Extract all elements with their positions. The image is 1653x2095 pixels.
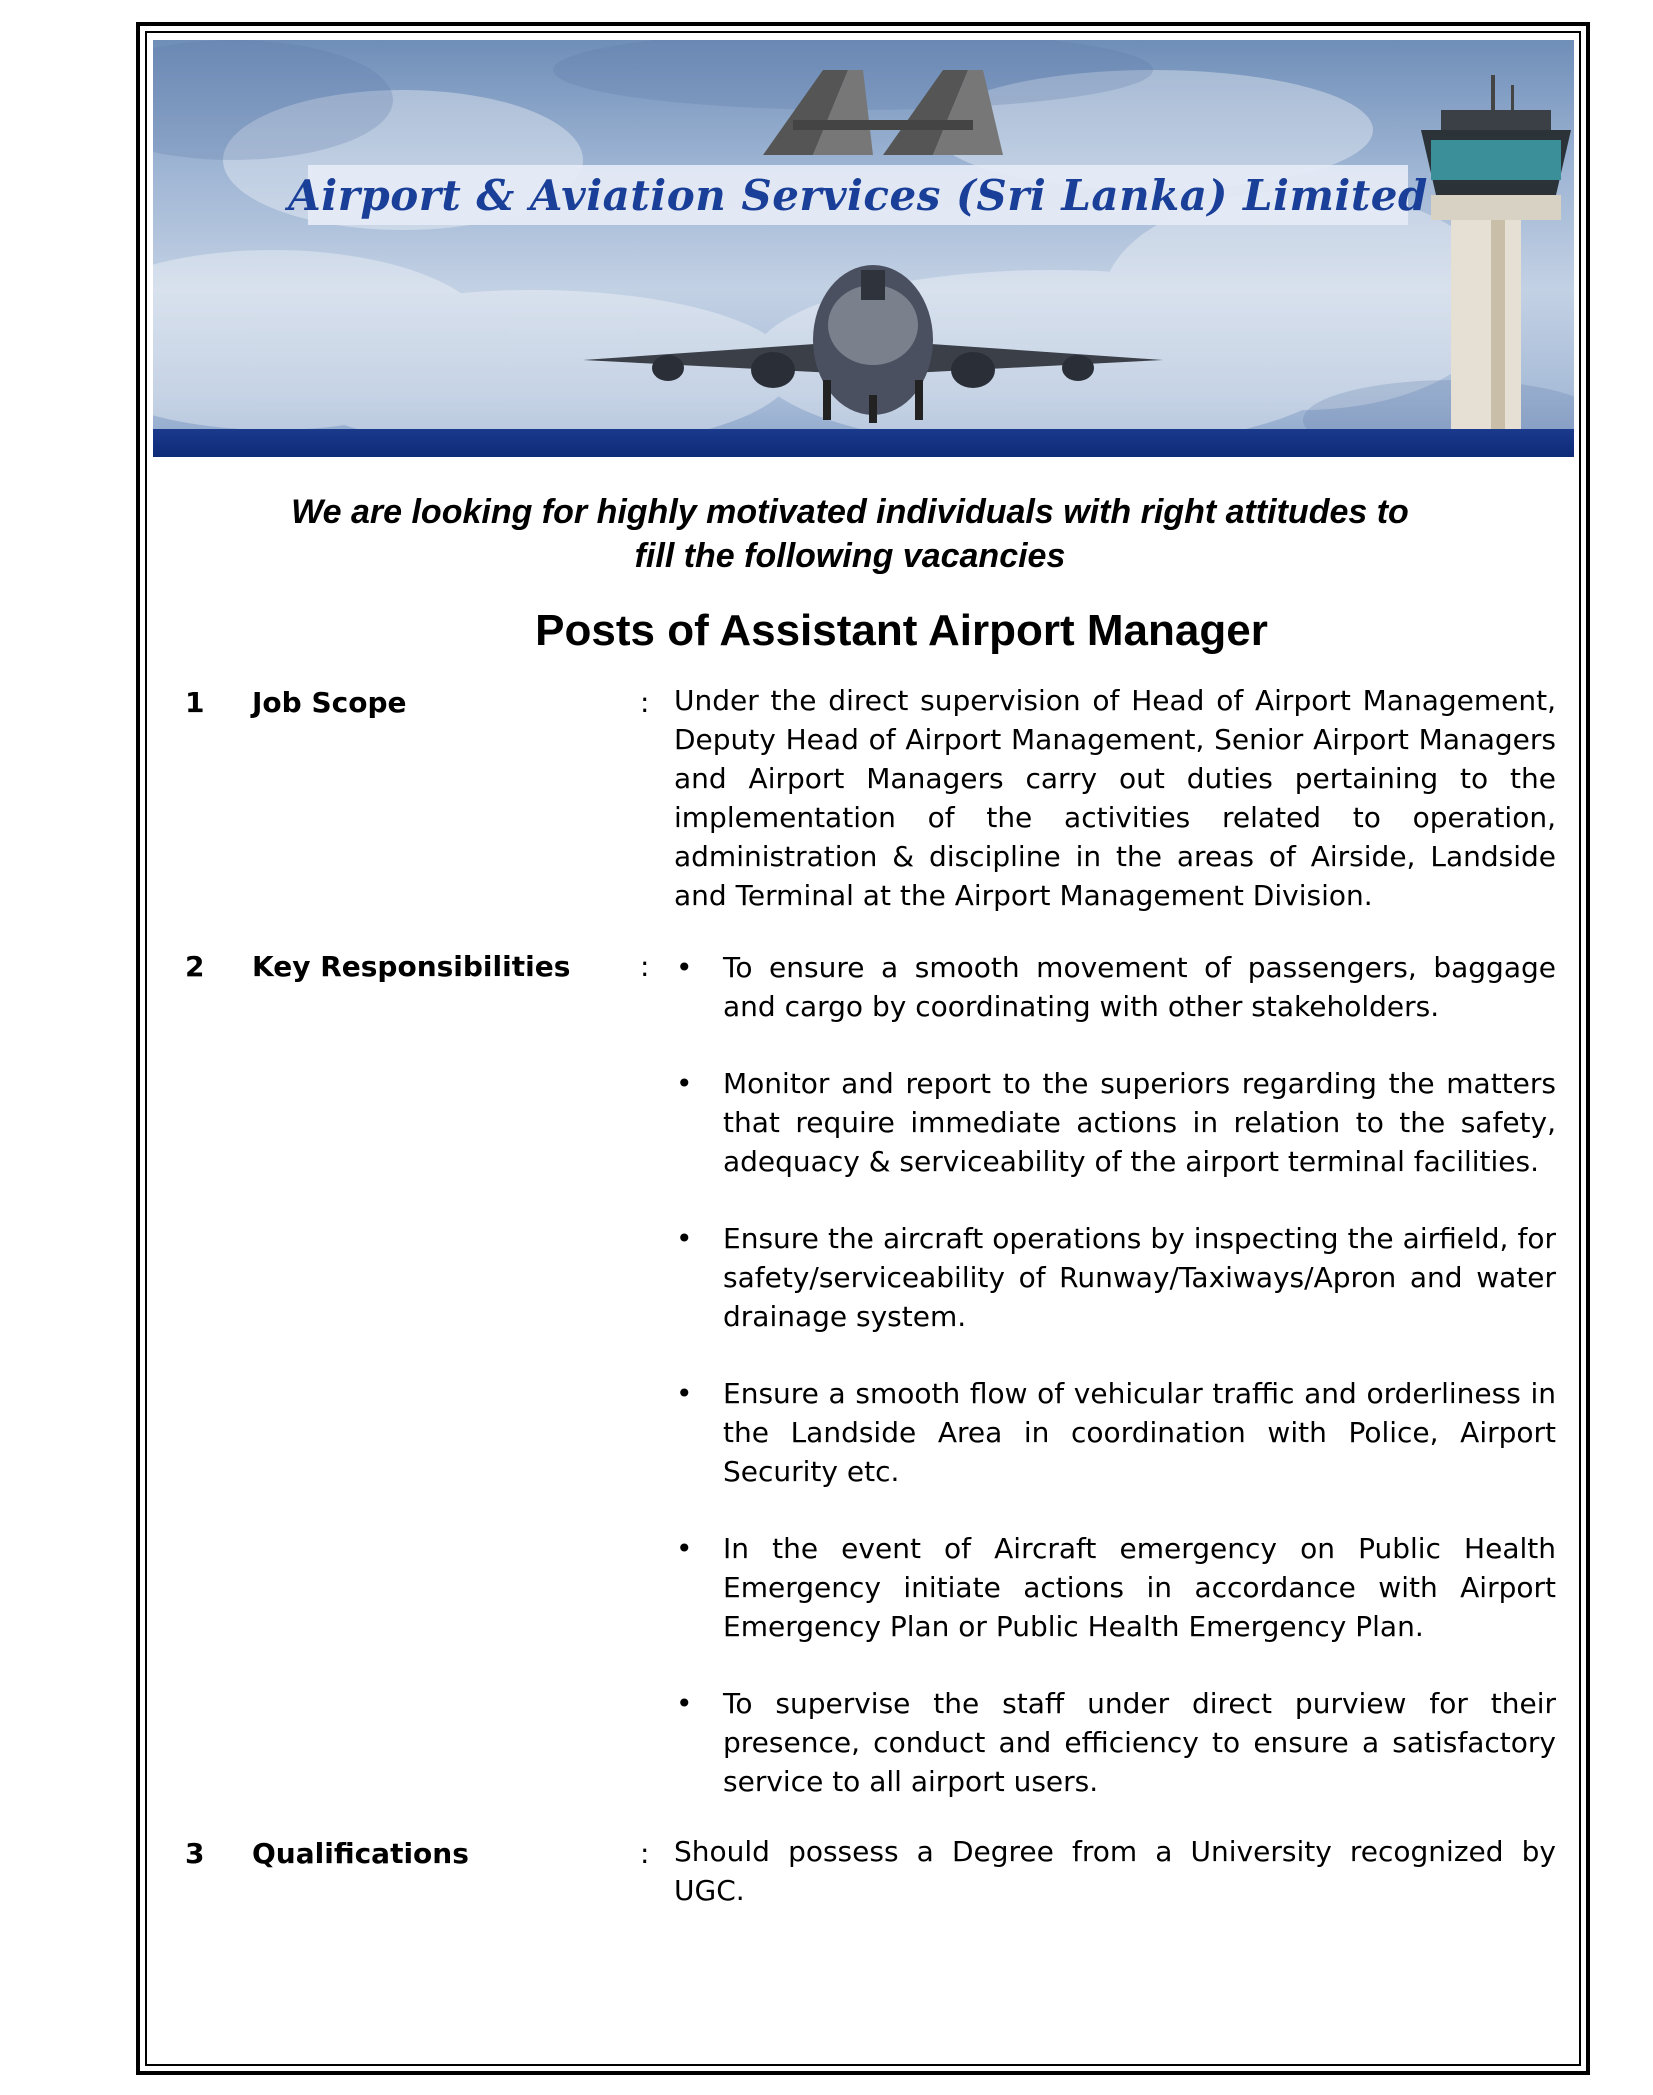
list-item — [674, 1684, 1556, 1801]
responsibilities-list — [674, 948, 1556, 1839]
list-item — [674, 1529, 1556, 1646]
intro-line-2: fill the following vacancies — [634, 537, 1066, 575]
section-number-2: 2 — [185, 950, 205, 983]
banner-blue-strip — [153, 429, 1574, 457]
section-colon-2: : — [640, 950, 650, 983]
intro-line-1: We are looking for highly motivated individuals with right attitudes to — [291, 493, 1409, 531]
section-label-qualifications: Qualifications — [252, 1837, 469, 1870]
list-item — [674, 1064, 1556, 1181]
list-item — [674, 1374, 1556, 1491]
company-name: Airport & Aviation Services (Sri Lanka) Limited — [288, 170, 1428, 220]
header-banner — [153, 40, 1574, 457]
bullet-icon: • — [676, 1222, 693, 1255]
section-colon-1: : — [640, 686, 650, 719]
responsibility-text: To ensure a smooth movement of passengers, baggage and cargo by coordinating with other stakeholders. — [723, 951, 1556, 1023]
bullet-icon: • — [676, 1067, 693, 1100]
post-title: Posts of Assistant Airport Manager — [535, 606, 1268, 655]
section-number-1: 1 — [185, 686, 205, 719]
list-item — [674, 948, 1556, 1026]
company-name-box — [288, 165, 1428, 225]
responsibility-text: Ensure a smooth flow of vehicular traffic and orderliness in the Landside Area in coordination with Police, Airport Security etc. — [723, 1377, 1556, 1488]
section-number-3: 3 — [185, 1837, 205, 1870]
intro-text — [200, 490, 1500, 578]
responsibility-text: Ensure the aircraft operations by inspecting the airfield, for safety/serviceability of Runway/Taxiways/Apron and water drainage system. — [723, 1222, 1556, 1333]
section-colon-3: : — [640, 1837, 650, 1870]
bullet-icon: • — [676, 1377, 693, 1410]
aa-logo-icon — [753, 60, 1013, 160]
bullet-icon: • — [676, 1687, 693, 1720]
responsibility-text: Monitor and report to the superiors regarding the matters that require immediate actions in relation to the safety, adequacy & serviceability of the airport terminal facilities. — [723, 1067, 1556, 1178]
control-tower-icon — [1411, 70, 1574, 440]
airplane-icon — [573, 230, 1173, 430]
responsibility-text: In the event of Aircraft emergency on Public Health Emergency initiate actions in accordance with Airport Emergency Plan or Public Health Emergency Plan. — [723, 1532, 1556, 1643]
responsibility-text: To supervise the staff under direct purview for their presence, conduct and efficiency to ensure a satisfactory service to all airport users. — [723, 1687, 1556, 1798]
list-item — [674, 1219, 1556, 1336]
qualifications-text: Should possess a Degree from a University recognized by UGC. — [674, 1835, 1556, 1907]
bullet-icon: • — [676, 1532, 693, 1565]
bullet-icon: • — [676, 951, 693, 984]
section-label-job-scope: Job Scope — [252, 686, 407, 719]
job-scope-text: Under the direct supervision of Head of Airport Management, Deputy Head of Airport Management, Senior Airport Managers and Airport Managers carry out duties pertaining to the implementation of the activities related to operation, administration & discipline in the areas of Airside, Landside and Terminal at the Airport Management Division. — [674, 684, 1556, 912]
section-label-key-responsibilities: Key Responsibilities — [252, 950, 571, 983]
